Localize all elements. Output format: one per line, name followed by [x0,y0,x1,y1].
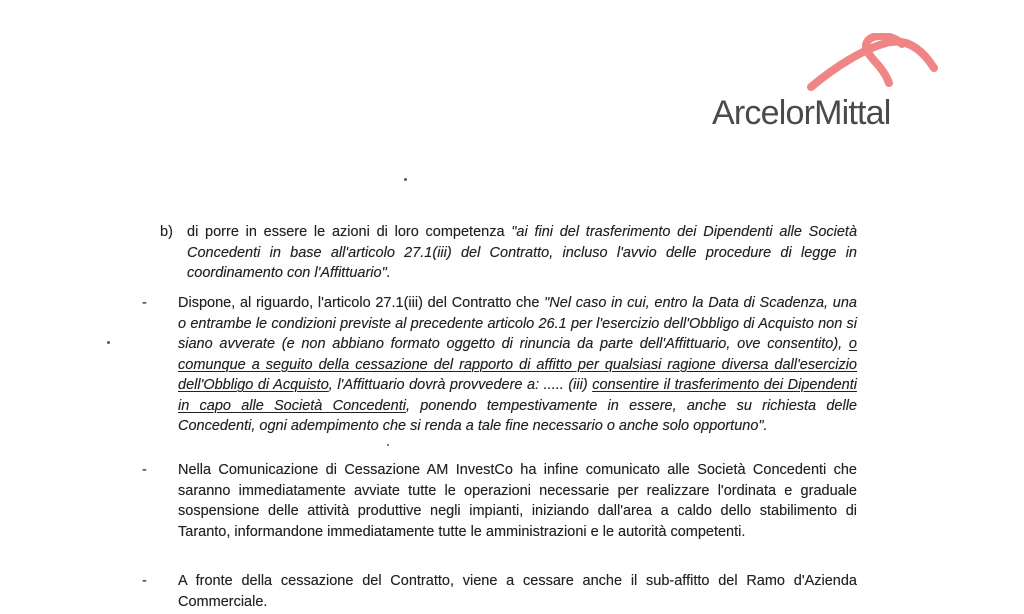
text-run: , l'Affittuario dovrà provvedere a: ..... (iii) [328,377,593,393]
list-item-b-marker: b) [160,224,173,240]
text-run: "ai fini del trasferimento dei Dipendenti alle Società Concedenti in base all'articolo 27.1(iii) del Contratto, incluso l'avvio delle procedure di legge in coordinamento con l'Affittuario". [187,224,858,281]
arcelormittal-swoosh-icon [806,33,940,95]
text-run: Nella Comunicazione di Cessazione AM InvestCo ha infine comunicato alle Società Concedenti che saranno immediatamente avviate tutte le operazioni necessarie per realizzare l'ordinata e graduale sospensione delle attività produttive negli impianti, iniziando dall'area a caldo dello stabilimento di Taranto, informandone immediatamente tutte le amministrazioni e le autorità competenti. [178,462,857,540]
text-run: consentire il trasferimento dei Dipendenti in capo alle Società Concedenti [178,377,858,414]
text-run: o comunque a seguito della cessazione del rapporto di affitto per qualsiasi ragione diversa dall'esercizio dell'Obbligo di Acquisto [178,336,857,393]
text-run: Dispone, al riguardo, l'articolo 27.1(iii) del Contratto che [178,295,545,311]
text-run: "Nel caso in cui, entro la Data di Scadenza, una o entrambe le condizioni previste al precedente articolo 26.1 per l'esercizio dell'Obbligo di Acquisto non si siano avverate (e non abbiano formato oggetto di rinuncia da parte dell'Affittuario, ove consentito), [178,295,857,352]
scan-artifact-dot [107,341,110,344]
scan-artifact-dot [404,178,407,181]
bullet-dash-marker: - [142,295,147,311]
text-run: di porre in essere le azioni di loro competenza [187,224,512,240]
bullet-item-comunicazione-text [178,460,857,542]
text-run: A fronte della cessazione del Contratto, viene a cessare anche il sub-affitto del Ramo d'Azienda Commerciale. [178,573,857,610]
arcelormittal-logo [700,30,950,140]
bullet-item-cessazione [142,571,857,612]
bullet-dash-marker: - [142,462,147,478]
list-item-b-text [187,222,857,284]
bullet-item-comunicazione [142,460,857,542]
list-item-b [160,222,857,284]
bullet-dash-marker: - [142,573,147,589]
bullet-item-cessazione-text [178,571,857,612]
text-run: , ponendo tempestivamente in essere, anche su richiesta delle Concedenti, ogni adempimento che si renda a tale fine necessario o anche solo opportuno". [178,397,857,434]
bullet-item-dispone [142,293,857,437]
bullet-item-dispone-text [178,293,857,437]
scan-artifact-dot [387,444,389,446]
arcelormittal-wordmark: ArcelorMittal [712,94,891,132]
